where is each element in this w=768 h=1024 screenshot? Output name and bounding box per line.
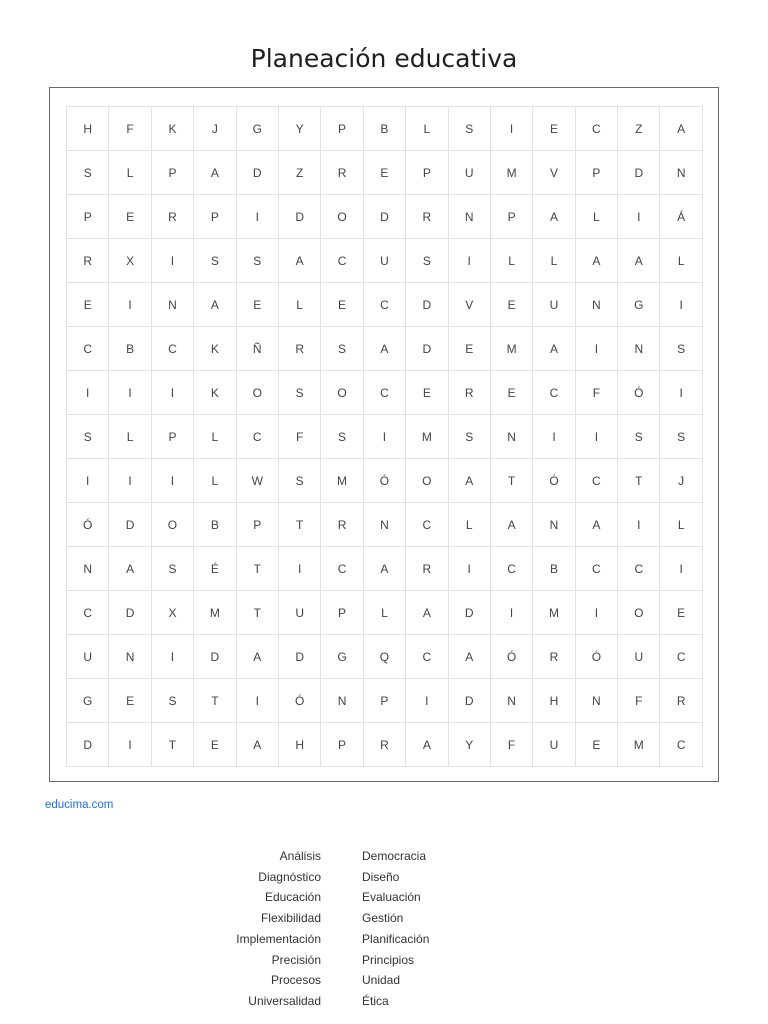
grid-cell[interactable]: N xyxy=(491,679,533,723)
grid-cell[interactable]: T xyxy=(237,547,279,591)
word-search-grid xyxy=(66,106,703,767)
grid-cell[interactable]: I xyxy=(660,283,702,327)
grid-cell[interactable]: S xyxy=(279,459,321,503)
grid-cell[interactable]: F xyxy=(109,107,151,151)
grid-cell[interactable]: Ó xyxy=(618,371,660,415)
grid-cell[interactable]: N xyxy=(618,327,660,371)
grid-cell[interactable]: R xyxy=(321,503,363,547)
grid-cell[interactable]: S xyxy=(237,239,279,283)
grid-cell[interactable]: C xyxy=(660,723,702,767)
grid-cell[interactable]: I xyxy=(449,239,491,283)
grid-cell[interactable]: A xyxy=(491,503,533,547)
grid-cell[interactable]: H xyxy=(533,679,575,723)
grid-cell[interactable]: R xyxy=(533,635,575,679)
grid-cell[interactable]: L xyxy=(660,239,702,283)
grid-cell[interactable]: K xyxy=(194,371,236,415)
grid-cell[interactable]: L xyxy=(279,283,321,327)
grid-cell[interactable]: A xyxy=(576,239,618,283)
grid-cell[interactable]: L xyxy=(491,239,533,283)
grid-cell[interactable]: I xyxy=(109,459,151,503)
grid-cell[interactable]: U xyxy=(533,723,575,767)
grid-cell[interactable]: S xyxy=(406,239,448,283)
grid-cell[interactable]: T xyxy=(237,591,279,635)
grid-cell[interactable]: R xyxy=(364,723,406,767)
grid-cell[interactable]: N xyxy=(491,415,533,459)
grid-cell[interactable]: U xyxy=(449,151,491,195)
grid-cell[interactable]: E xyxy=(449,327,491,371)
grid-cell[interactable]: C xyxy=(406,503,448,547)
grid-cell[interactable]: F xyxy=(279,415,321,459)
word-item: Flexibilidad xyxy=(260,911,321,926)
grid-cell[interactable]: C xyxy=(406,635,448,679)
grid-cell[interactable]: C xyxy=(67,327,109,371)
grid-cell[interactable]: C xyxy=(576,107,618,151)
grid-cell[interactable]: N xyxy=(364,503,406,547)
grid-cell[interactable]: A xyxy=(576,503,618,547)
grid-cell[interactable]: F xyxy=(491,723,533,767)
grid-cell[interactable]: G xyxy=(67,679,109,723)
grid-cell[interactable]: A xyxy=(279,239,321,283)
grid-cell[interactable]: R xyxy=(660,679,702,723)
grid-cell[interactable]: B xyxy=(533,547,575,591)
grid-cell[interactable]: I xyxy=(449,547,491,591)
grid-cell[interactable]: F xyxy=(576,371,618,415)
grid-cell[interactable]: D xyxy=(406,283,448,327)
grid-cell[interactable]: S xyxy=(660,327,702,371)
word-item: Diagnóstico xyxy=(258,869,321,884)
grid-cell[interactable]: P xyxy=(67,195,109,239)
grid-cell[interactable]: P xyxy=(152,151,194,195)
grid-cell[interactable]: C xyxy=(152,327,194,371)
grid-cell[interactable]: I xyxy=(618,195,660,239)
grid-cell[interactable]: D xyxy=(449,679,491,723)
word-list-left xyxy=(236,846,321,1012)
word-item: Procesos xyxy=(270,973,321,988)
grid-cell[interactable]: E xyxy=(109,195,151,239)
word-item: Universalidad xyxy=(248,993,321,1008)
grid-cell[interactable]: N xyxy=(321,679,363,723)
grid-cell[interactable]: U xyxy=(533,283,575,327)
grid-cell[interactable]: A xyxy=(364,547,406,591)
grid-cell[interactable]: I xyxy=(364,415,406,459)
grid-cell[interactable]: I xyxy=(491,591,533,635)
grid-cell[interactable]: R xyxy=(321,151,363,195)
grid-cell[interactable]: Q xyxy=(364,635,406,679)
grid-cell[interactable]: Ó xyxy=(576,635,618,679)
grid-cell[interactable]: R xyxy=(406,547,448,591)
grid-cell[interactable]: E xyxy=(67,283,109,327)
grid-cell[interactable]: Ó xyxy=(491,635,533,679)
grid-cell[interactable]: B xyxy=(109,327,151,371)
grid-cell[interactable]: E xyxy=(660,591,702,635)
grid-cell[interactable]: E xyxy=(194,723,236,767)
grid-cell[interactable]: G xyxy=(321,635,363,679)
grid-cell[interactable]: I xyxy=(576,591,618,635)
grid-cell[interactable]: G xyxy=(237,107,279,151)
grid-cell[interactable]: D xyxy=(364,195,406,239)
grid-cell[interactable]: C xyxy=(533,371,575,415)
grid-cell[interactable]: R xyxy=(152,195,194,239)
grid-cell[interactable]: X xyxy=(152,591,194,635)
grid-cell[interactable]: T xyxy=(618,459,660,503)
grid-cell[interactable]: F xyxy=(618,679,660,723)
grid-cell[interactable]: T xyxy=(491,459,533,503)
grid-cell[interactable]: A xyxy=(449,459,491,503)
grid-cell[interactable]: N xyxy=(533,503,575,547)
grid-cell[interactable]: I xyxy=(279,547,321,591)
grid-cell[interactable]: I xyxy=(109,723,151,767)
grid-cell[interactable]: M xyxy=(194,591,236,635)
grid-cell[interactable]: C xyxy=(576,547,618,591)
grid-cell[interactable]: S xyxy=(67,415,109,459)
grid-cell[interactable]: V xyxy=(533,151,575,195)
word-item: Análisis xyxy=(279,849,321,863)
grid-cell[interactable]: P xyxy=(576,151,618,195)
grid-cell[interactable]: C xyxy=(237,415,279,459)
grid-cell[interactable]: A xyxy=(194,151,236,195)
grid-cell[interactable]: E xyxy=(109,679,151,723)
grid-cell[interactable]: E xyxy=(406,371,448,415)
grid-cell[interactable]: P xyxy=(321,591,363,635)
word-list-right xyxy=(362,846,429,1012)
grid-cell[interactable]: S xyxy=(618,415,660,459)
grid-cell[interactable]: D xyxy=(279,195,321,239)
grid-cell[interactable]: D xyxy=(109,591,151,635)
grid-cell[interactable]: C xyxy=(321,547,363,591)
grid-cell[interactable]: D xyxy=(449,591,491,635)
grid-cell[interactable]: P xyxy=(321,107,363,151)
grid-cell[interactable]: V xyxy=(449,283,491,327)
grid-cell[interactable]: S xyxy=(449,107,491,151)
grid-cell[interactable]: D xyxy=(109,503,151,547)
grid-cell[interactable]: O xyxy=(406,459,448,503)
grid-cell[interactable]: I xyxy=(109,283,151,327)
grid-cell[interactable]: M xyxy=(533,591,575,635)
grid-cell[interactable]: P xyxy=(152,415,194,459)
grid-cell[interactable]: C xyxy=(660,635,702,679)
grid-cell[interactable]: J xyxy=(660,459,702,503)
grid-cell[interactable]: P xyxy=(194,195,236,239)
grid-cell[interactable]: X xyxy=(109,239,151,283)
grid-cell[interactable]: J xyxy=(194,107,236,151)
word-item: Gestión xyxy=(362,911,404,926)
grid-cell[interactable]: E xyxy=(576,723,618,767)
grid-cell[interactable]: R xyxy=(67,239,109,283)
grid-cell[interactable]: Z xyxy=(279,151,321,195)
grid-cell[interactable]: S xyxy=(449,415,491,459)
word-item: Ética xyxy=(362,993,389,1008)
grid-cell[interactable]: L xyxy=(194,459,236,503)
grid-cell[interactable]: E xyxy=(321,283,363,327)
grid-cell[interactable]: I xyxy=(533,415,575,459)
grid-cell[interactable]: Ó xyxy=(533,459,575,503)
grid-cell[interactable]: E xyxy=(533,107,575,151)
grid-cell[interactable]: O xyxy=(321,371,363,415)
grid-cell[interactable]: I xyxy=(576,327,618,371)
grid-cell[interactable]: C xyxy=(576,459,618,503)
grid-cell[interactable]: I xyxy=(109,371,151,415)
grid-cell[interactable]: K xyxy=(194,327,236,371)
word-item: Democracia xyxy=(362,849,427,863)
grid-cell[interactable]: N xyxy=(576,679,618,723)
grid-cell[interactable]: N xyxy=(152,283,194,327)
grid-cell[interactable]: A xyxy=(406,723,448,767)
grid-cell[interactable]: D xyxy=(237,151,279,195)
grid-cell[interactable]: A xyxy=(660,107,702,151)
grid-cell[interactable]: D xyxy=(67,723,109,767)
grid-cell[interactable]: O xyxy=(237,371,279,415)
grid-cell[interactable]: D xyxy=(279,635,321,679)
grid-cell[interactable]: T xyxy=(279,503,321,547)
grid-cell[interactable]: Y xyxy=(449,723,491,767)
page-title: Planeación educativa xyxy=(250,44,518,73)
grid-cell[interactable]: S xyxy=(279,371,321,415)
grid-cell[interactable]: L xyxy=(449,503,491,547)
word-item: Planificación xyxy=(362,931,430,946)
grid-cell[interactable]: I xyxy=(237,195,279,239)
grid-cell[interactable]: Ó xyxy=(67,503,109,547)
grid-cell[interactable]: S xyxy=(321,415,363,459)
word-item: Evaluación xyxy=(362,890,421,905)
grid-cell[interactable]: K xyxy=(152,107,194,151)
grid-cell[interactable]: I xyxy=(152,635,194,679)
grid-cell[interactable]: U xyxy=(618,635,660,679)
grid-cell[interactable]: Ñ xyxy=(237,327,279,371)
grid-cell[interactable]: S xyxy=(321,327,363,371)
grid-cell[interactable]: I xyxy=(576,415,618,459)
grid-cell[interactable]: L xyxy=(533,239,575,283)
grid-cell[interactable]: N xyxy=(67,547,109,591)
word-item: Principios xyxy=(362,952,415,967)
word-item: Precisión xyxy=(271,952,321,967)
grid-cell[interactable]: A xyxy=(237,635,279,679)
grid-cell[interactable]: S xyxy=(67,151,109,195)
grid-cell[interactable]: D xyxy=(618,151,660,195)
grid-cell[interactable]: S xyxy=(194,239,236,283)
grid-cell[interactable]: I xyxy=(237,679,279,723)
grid-cell[interactable]: W xyxy=(237,459,279,503)
grid-cell[interactable]: N xyxy=(449,195,491,239)
grid-cell[interactable]: D xyxy=(406,327,448,371)
grid-cell[interactable]: R xyxy=(406,195,448,239)
grid-cell[interactable]: N xyxy=(660,151,702,195)
grid-cell[interactable]: M xyxy=(491,151,533,195)
grid-cell[interactable]: O xyxy=(618,591,660,635)
grid-cell[interactable]: C xyxy=(67,591,109,635)
grid-cell[interactable]: I xyxy=(491,107,533,151)
grid-cell[interactable]: U xyxy=(67,635,109,679)
word-item: Diseño xyxy=(362,869,400,884)
grid-cell[interactable]: A xyxy=(449,635,491,679)
grid-cell[interactable]: I xyxy=(152,239,194,283)
grid-cell[interactable]: L xyxy=(109,415,151,459)
grid-cell[interactable]: Ó xyxy=(364,459,406,503)
grid-cell[interactable]: H xyxy=(67,107,109,151)
grid-cell[interactable]: P xyxy=(321,723,363,767)
grid-cell[interactable]: A xyxy=(406,591,448,635)
grid-cell[interactable]: E xyxy=(491,371,533,415)
grid-cell[interactable]: A xyxy=(618,239,660,283)
grid-cell[interactable]: A xyxy=(364,327,406,371)
grid-cell[interactable]: O xyxy=(321,195,363,239)
grid-cell[interactable]: E xyxy=(364,151,406,195)
grid-cell[interactable]: L xyxy=(660,503,702,547)
grid-cell[interactable]: I xyxy=(152,459,194,503)
grid-cell[interactable]: Ó xyxy=(279,679,321,723)
grid-cell[interactable]: P xyxy=(237,503,279,547)
grid-cell[interactable]: Á xyxy=(660,195,702,239)
grid-cell[interactable]: P xyxy=(491,195,533,239)
credit-link[interactable]: educima.com xyxy=(45,799,114,811)
grid-cell[interactable]: C xyxy=(364,371,406,415)
grid-cell[interactable]: A xyxy=(109,547,151,591)
grid-cell[interactable]: A xyxy=(237,723,279,767)
grid-cell[interactable]: P xyxy=(406,151,448,195)
grid-cell[interactable]: M xyxy=(406,415,448,459)
grid-cell[interactable]: L xyxy=(109,151,151,195)
grid-cell[interactable]: I xyxy=(660,547,702,591)
grid-cell[interactable]: Z xyxy=(618,107,660,151)
grid-cell[interactable]: C xyxy=(321,239,363,283)
grid-cell[interactable]: N xyxy=(109,635,151,679)
grid-cell[interactable]: B xyxy=(364,107,406,151)
grid-cell[interactable]: M xyxy=(618,723,660,767)
word-item: Implementación xyxy=(236,931,321,946)
grid-cell[interactable]: A xyxy=(194,283,236,327)
grid-cell[interactable]: L xyxy=(406,107,448,151)
grid-cell[interactable]: B xyxy=(194,503,236,547)
grid-cell[interactable]: A xyxy=(533,195,575,239)
grid-cell[interactable]: I xyxy=(67,371,109,415)
grid-cell[interactable]: S xyxy=(660,415,702,459)
grid-cell[interactable]: D xyxy=(194,635,236,679)
grid-cell[interactable]: U xyxy=(364,239,406,283)
grid-cell[interactable]: G xyxy=(618,283,660,327)
grid-cell[interactable]: S xyxy=(152,679,194,723)
grid-cell[interactable]: L xyxy=(194,415,236,459)
grid-cell[interactable]: T xyxy=(152,723,194,767)
word-item: Unidad xyxy=(362,973,401,988)
grid-cell[interactable]: P xyxy=(364,679,406,723)
grid-cell[interactable]: C xyxy=(491,547,533,591)
grid-cell[interactable]: C xyxy=(364,283,406,327)
grid-cell[interactable]: A xyxy=(533,327,575,371)
grid-cell[interactable]: C xyxy=(618,547,660,591)
word-item: Educación xyxy=(264,890,321,905)
grid-cell[interactable]: S xyxy=(152,547,194,591)
grid-cell[interactable]: I xyxy=(67,459,109,503)
grid-cell[interactable]: N xyxy=(576,283,618,327)
grid-cell[interactable]: I xyxy=(618,503,660,547)
grid-cell[interactable]: Y xyxy=(279,107,321,151)
grid-cell[interactable]: R xyxy=(279,327,321,371)
grid-cell[interactable]: H xyxy=(279,723,321,767)
grid-cell[interactable]: R xyxy=(449,371,491,415)
grid-cell[interactable]: L xyxy=(576,195,618,239)
grid-cell[interactable]: T xyxy=(194,679,236,723)
grid-cell[interactable]: E xyxy=(491,283,533,327)
grid-cell[interactable]: I xyxy=(660,371,702,415)
grid-cell[interactable]: E xyxy=(237,283,279,327)
grid-cell[interactable]: I xyxy=(152,371,194,415)
grid-cell[interactable]: M xyxy=(321,459,363,503)
grid-cell[interactable]: É xyxy=(194,547,236,591)
grid-cell[interactable]: M xyxy=(491,327,533,371)
grid-cell[interactable]: O xyxy=(152,503,194,547)
grid-cell[interactable]: U xyxy=(279,591,321,635)
grid-cell[interactable]: I xyxy=(406,679,448,723)
grid-cell[interactable]: L xyxy=(364,591,406,635)
